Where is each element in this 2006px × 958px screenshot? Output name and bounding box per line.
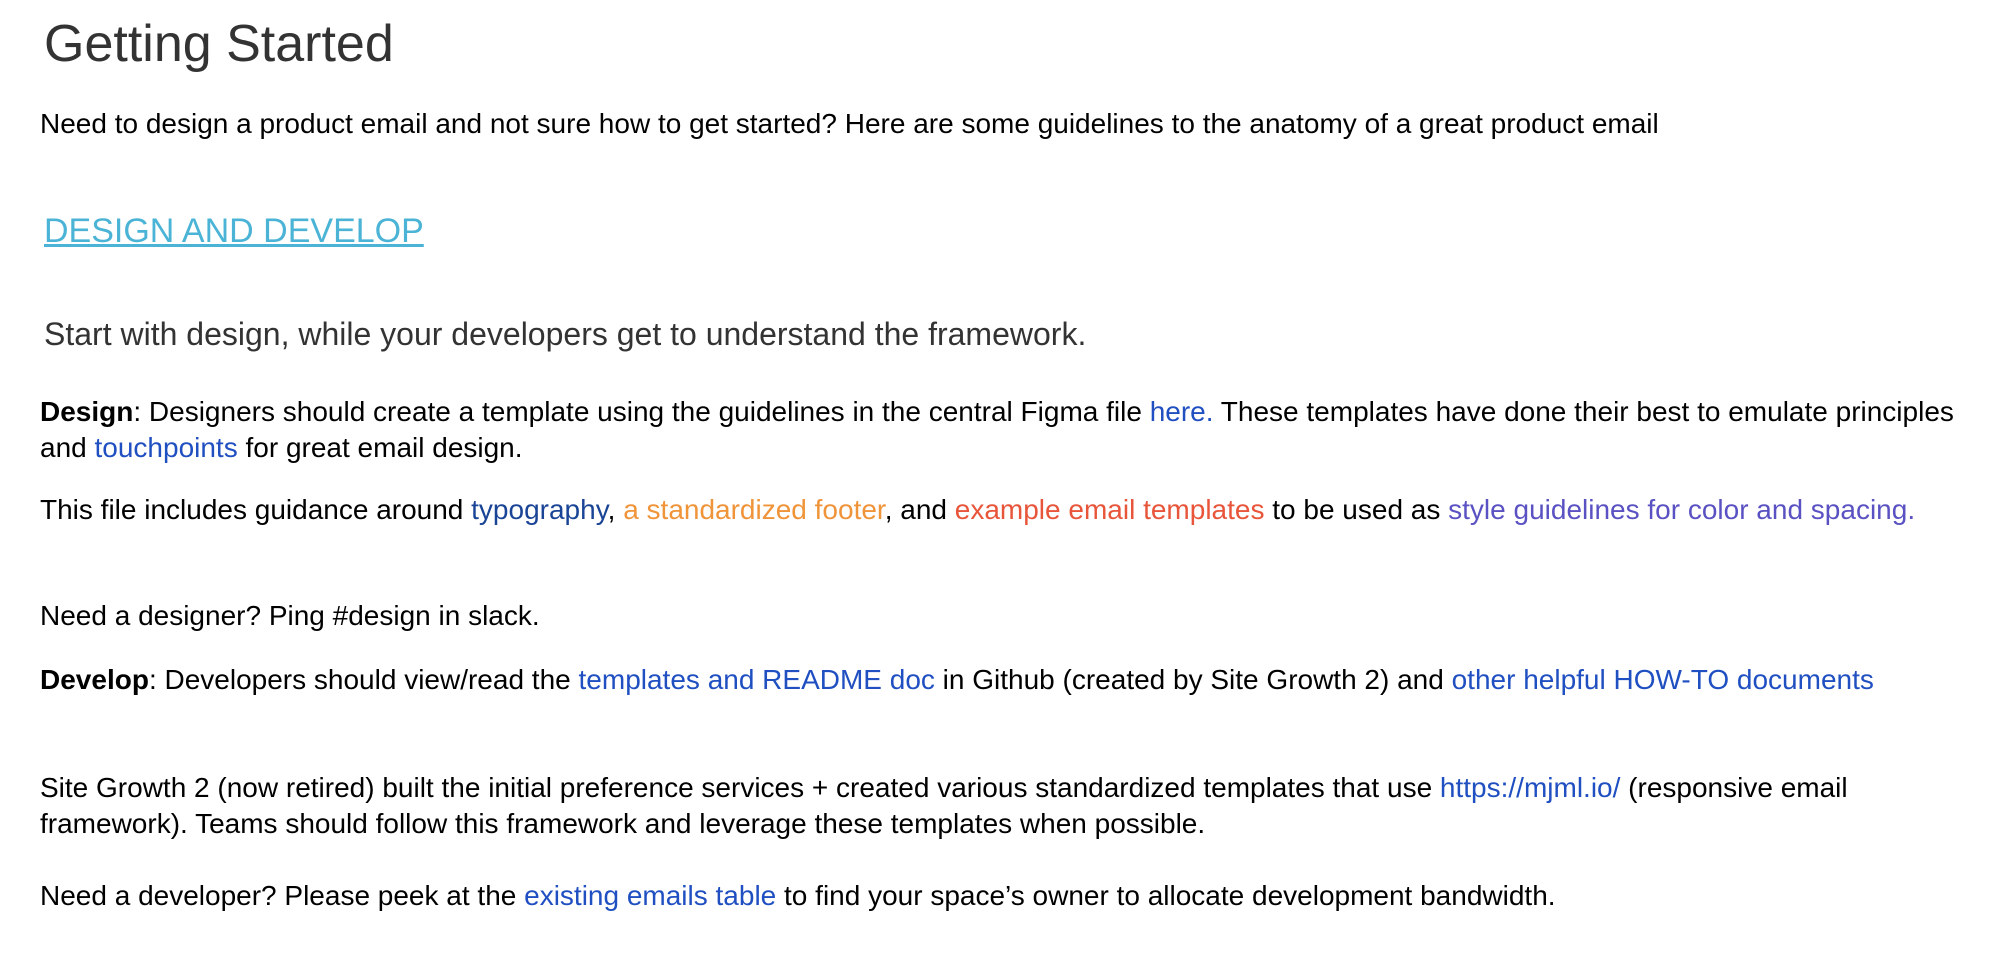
file-info-sep-1: , bbox=[607, 494, 624, 525]
design-text-2: These templates have done their best to emulate principles and bbox=[40, 396, 1954, 463]
develop-text-2: in Github (created by Site Growth 2) and bbox=[934, 664, 1452, 695]
figma-here-link[interactable]: here. bbox=[1149, 396, 1214, 427]
design-paragraph bbox=[40, 394, 1980, 466]
site-growth-paragraph bbox=[40, 770, 1980, 842]
style-guidelines-link[interactable]: style guidelines for color and spacing. bbox=[1448, 494, 1916, 525]
design-text-3: for great email design. bbox=[237, 432, 523, 463]
develop-paragraph bbox=[40, 662, 1980, 698]
developer-help-text-2: to find your space’s owner to allocate development bandwidth. bbox=[776, 880, 1556, 911]
page-title: Getting Started bbox=[44, 15, 394, 73]
design-text-1: : Designers should create a template using the guidelines in the central Figma file bbox=[133, 396, 1150, 427]
touchpoints-link[interactable]: touchpoints bbox=[94, 432, 238, 463]
file-info-paragraph bbox=[40, 492, 1980, 528]
developer-help-text-1: Need a developer? Please peek at the bbox=[40, 880, 525, 911]
howto-documents-link[interactable]: other helpful HOW-TO documents bbox=[1451, 664, 1874, 695]
designer-help-text: Need a designer? Ping #design in slack. bbox=[40, 600, 540, 631]
site-growth-text-1: Site Growth 2 (now retired) built the initial preference services + created various standardized templates that use bbox=[40, 772, 1440, 803]
develop-text-1: : Developers should view/read the bbox=[148, 664, 579, 695]
existing-emails-table-link[interactable]: existing emails table bbox=[524, 880, 777, 911]
typography-link[interactable]: typography bbox=[471, 494, 608, 525]
templates-readme-link[interactable]: templates and README doc bbox=[578, 664, 935, 695]
site-growth-text-2: (responsive email framework). Teams should follow this framework and leverage these templates when possible. bbox=[40, 772, 1848, 839]
design-and-develop-link[interactable]: DESIGN AND DEVELOP bbox=[44, 212, 424, 250]
file-info-text-1: This file includes guidance around bbox=[40, 494, 472, 525]
develop-label: Develop bbox=[40, 664, 149, 695]
example-email-templates-link[interactable]: example email templates bbox=[954, 494, 1265, 525]
developer-help-paragraph bbox=[40, 878, 1980, 914]
mjml-link[interactable]: https://mjml.io/ bbox=[1439, 772, 1621, 803]
section-subheading: Start with design, while your developers get to understand the framework. bbox=[44, 316, 1087, 352]
standardized-footer-link[interactable]: a standardized footer bbox=[623, 494, 885, 525]
intro-text: Need to design a product email and not sure how to get started? Here are some guidelines to the anatomy of a great product email bbox=[40, 108, 1659, 139]
file-info-sep-2: , and bbox=[884, 494, 955, 525]
design-label: Design bbox=[40, 396, 134, 427]
file-info-text-2: to be used as bbox=[1264, 494, 1449, 525]
